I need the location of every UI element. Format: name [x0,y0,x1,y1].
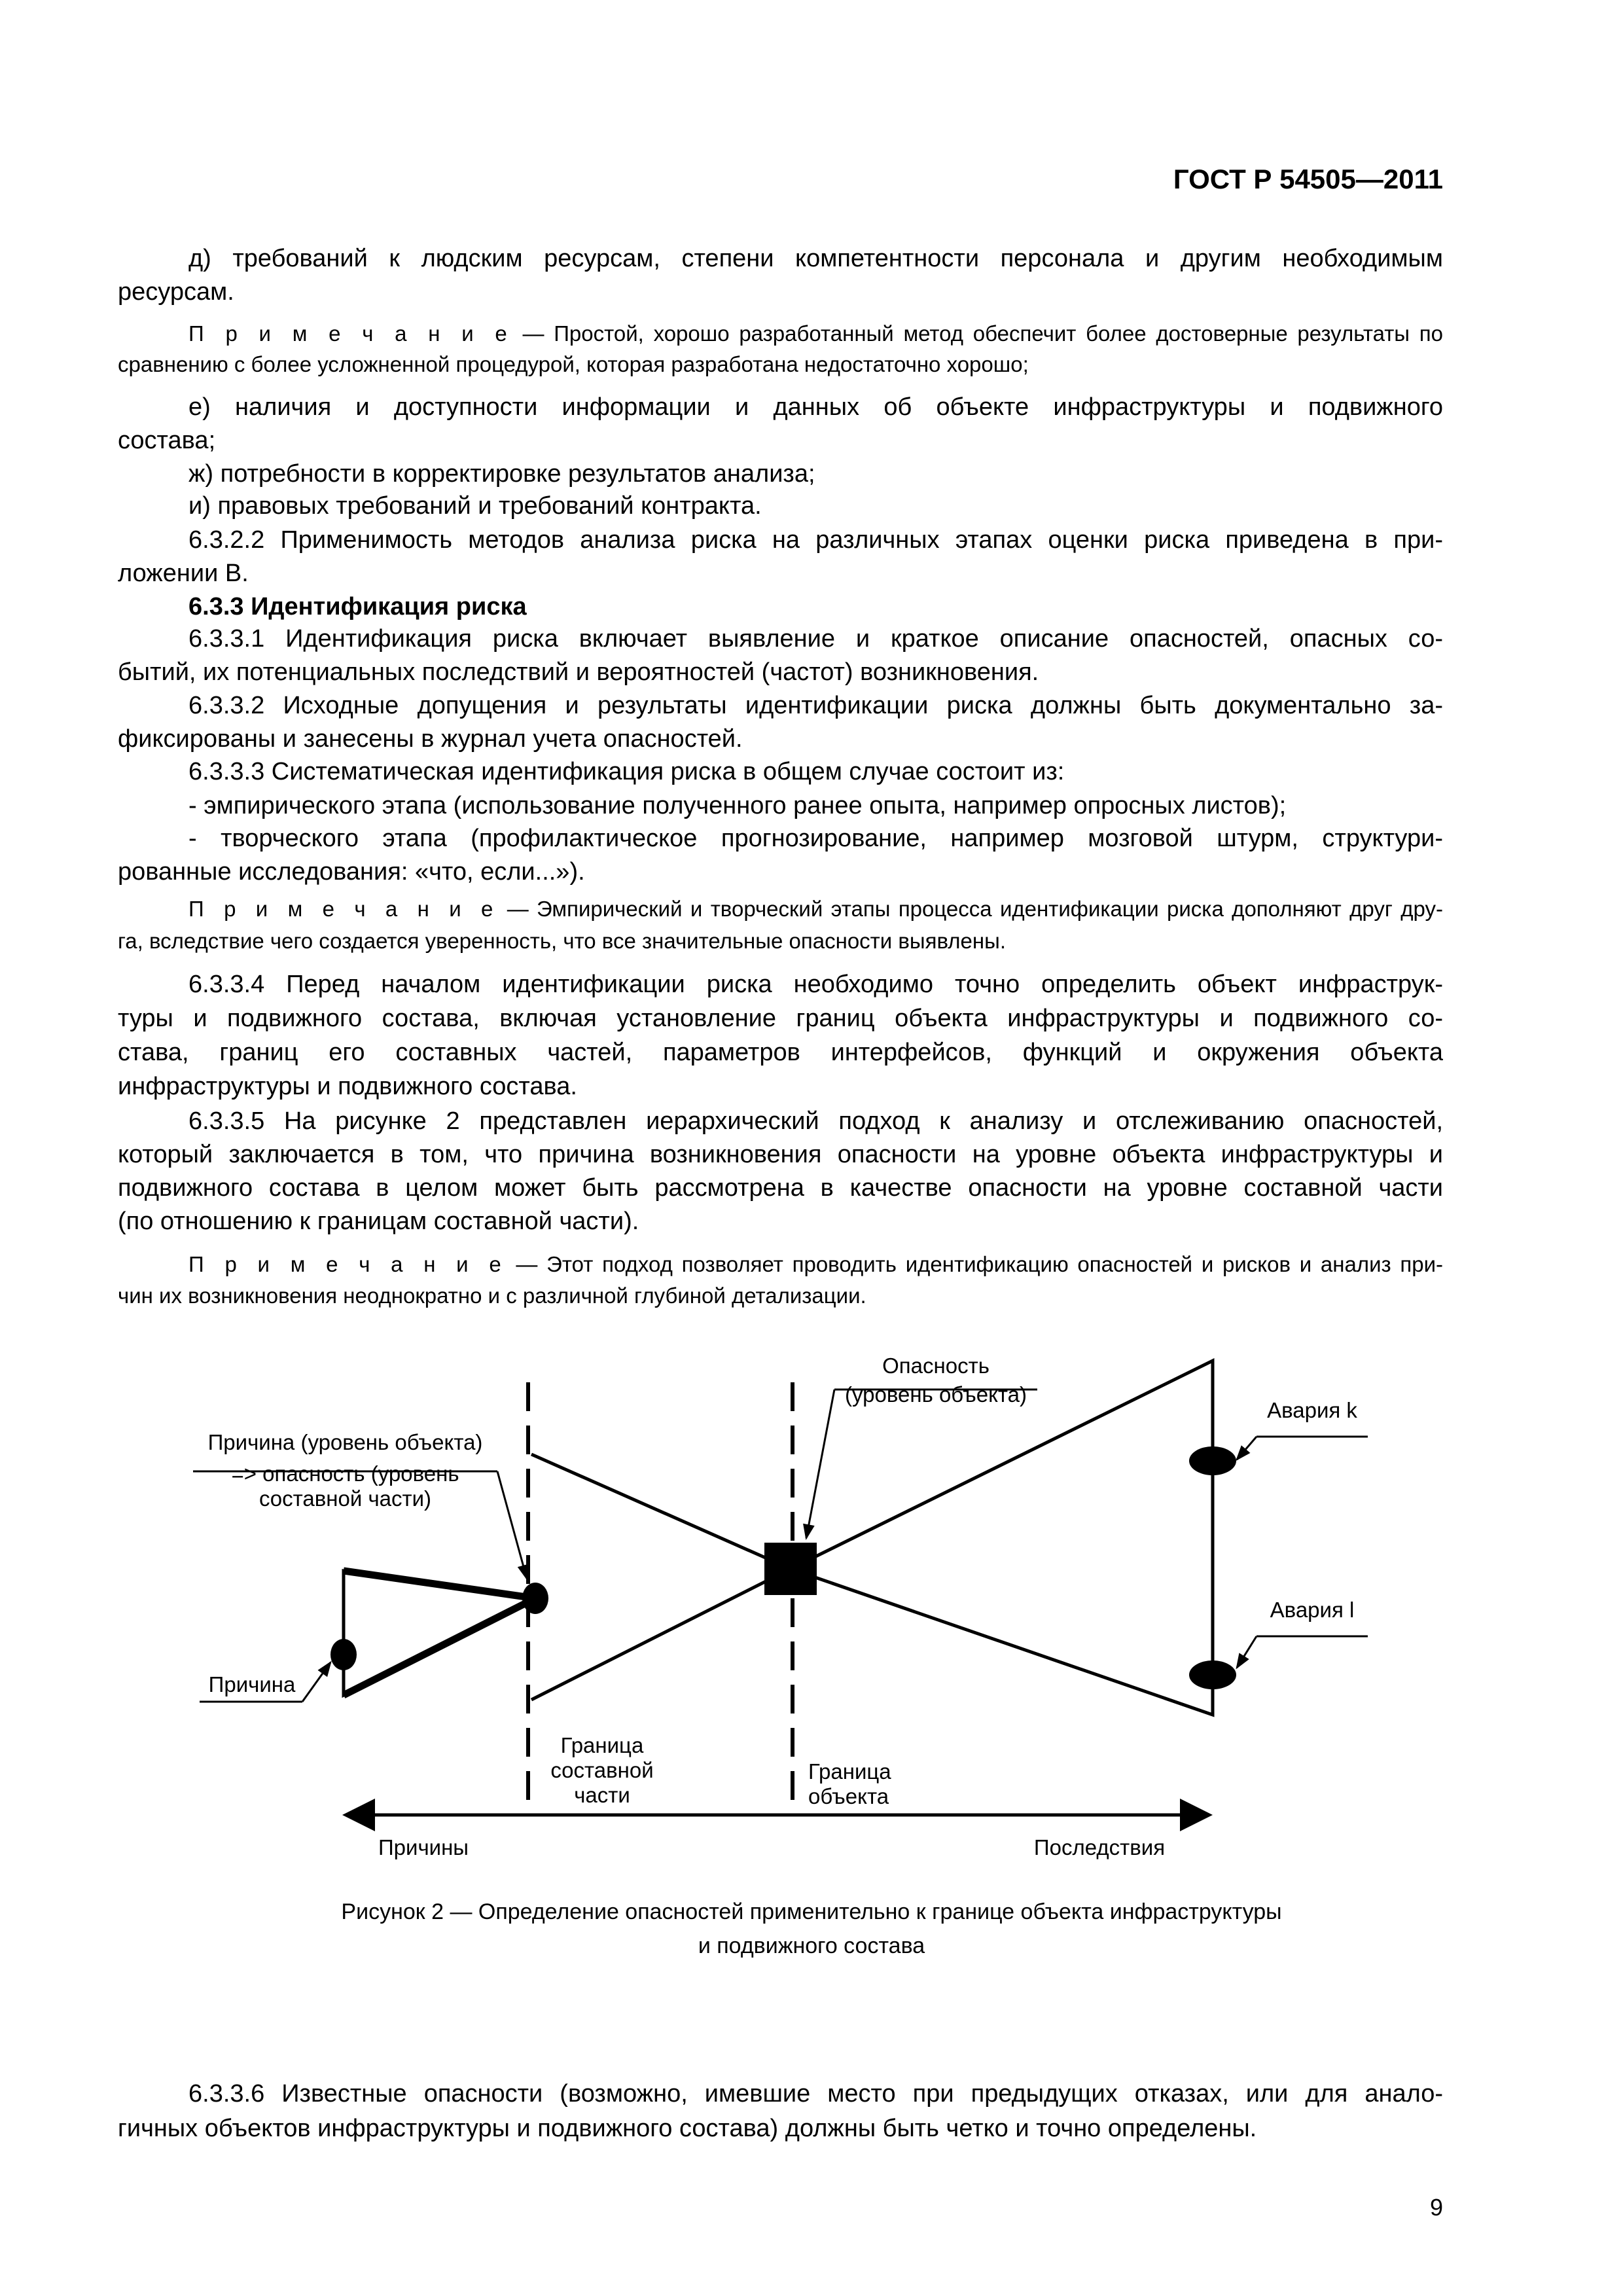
line-text: фиксированы и занесены в журнал учета опасностей. [118,725,743,753]
line-text: (по отношению к границам составной части). [118,1208,639,1235]
bowtie-right [791,1361,1213,1715]
label-line: части [574,1783,630,1807]
document-id-header: ГОСТ Р 54505—2011 [1173,164,1443,194]
label-line: составной [550,1758,654,1782]
label-line: Причина (уровень объекта) [207,1430,483,1454]
line-text: 6.3.3.4 Перед началом идентификации риска необходимо точно определить объект инфраструк- [188,971,1443,998]
line-text: состава; [118,427,216,454]
line-text: га, вследствие чего создается уверенность, что все значительные опасности выявлены. [118,929,1006,953]
line-text: и) правовых требований и требований контракта. [188,492,762,520]
line-text: 6.3.2.2 Применимость методов анализа риска на различных этапах оценки риска приведена в при- [188,526,1443,554]
label-component-boundary [537,1733,668,1808]
hazard-square [764,1543,817,1595]
line-text: бытий, их потенциальных последствий и вероятностей (частот) возникновения. [118,658,1039,686]
line-text: д) требований к людским ресурсам, степени компетентности персонала и другим необходимым [188,245,1443,272]
label-line: (уровень объекта) [845,1382,1027,1407]
line-text: — Этот подход позволяет проводить идентификацию опасностей и рисков и анализ при- [507,1252,1444,1276]
line-text: сравнению с более усложненной процедурой, которая разработана недостаточно хорошо; [118,352,1029,376]
cause-triangle-bold-edges [344,1571,535,1695]
line-text: 6.3.3.6 Известные опасности (возможно, имевшие место при предыдущих отказах, или для анало- [188,2080,1443,2108]
label-accident-k: Авария k [1267,1398,1357,1422]
bowtie-left [531,1454,791,1700]
line-text: подвижного состава в целом может быть рассмотрена в качестве опасности на уровне составной части [118,1174,1443,1202]
leader-arrow [806,1390,834,1538]
cause-dot [330,1639,357,1670]
leader-arrow [302,1662,330,1702]
line-text: е) наличия и доступности информации и данных об объекте инфраструктуры и подвижного [188,393,1443,421]
line-text: ж) потребности в корректировке результатов анализа; [188,460,815,488]
note-label: П р и м е ч а н и е [188,1252,507,1276]
label-causes: Причины [378,1835,469,1859]
line-text: - эмпирического этапа (использование полученного ранее опыта, например опросных листов); [188,792,1287,819]
note-label: П р и м е ч а н и е [188,321,513,346]
figure-caption-line: Рисунок 2 — Определение опасностей применительно к границе объекта инфраструктуры [341,1899,1282,1924]
label-line: Граница [808,1759,891,1784]
label-line: составной части) [259,1486,432,1511]
line-text: — Простой, хорошо разработанный метод обеспечит более достоверные результаты по [512,321,1443,346]
line-text: - творческого этапа (профилактическое прогнозирование, например мозговой штурм, структури- [188,825,1443,852]
line-text: 6.3.3.1 Идентификация риска включает выявление и краткое описание опасностей, опасных со- [188,625,1443,653]
label-object-boundary [808,1759,906,1809]
line-text: инфраструктуры и подвижного состава. [118,1073,577,1100]
cause-triangle [344,1571,535,1695]
note-label: П р и м е ч а н и е [188,897,499,921]
label-cause: Причина [208,1672,296,1696]
figure-caption-line: и подвижного состава [698,1933,925,1958]
component-cause-dot [522,1583,548,1614]
line-text: чин их возникновения неоднократно и с различной глубиной детализации. [118,1283,866,1308]
label-line: Граница [560,1733,644,1757]
leader-arrow [1237,1636,1257,1668]
line-text: ресурсам. [118,278,234,306]
line-text: става, границ его составных частей, параметров интерфейсов, функций и окружения объекта [118,1039,1443,1066]
leader-arrow [1237,1437,1257,1460]
line-text: — Эмпирический и творческий этапы процесса идентификации риска дополняют друг дру- [499,897,1444,921]
leader-arrow [497,1471,527,1579]
line-text: 6.3.3 Идентификация риска [188,593,527,620]
accident-l-dot [1189,1660,1236,1689]
line-text: 6.3.3.3 Систематическая идентификация риска в общем случае состоит из: [188,758,1065,785]
label-line: объекта [808,1784,889,1808]
accident-k-dot [1189,1446,1236,1475]
label-consequences: Последствия [1033,1835,1166,1859]
line-text: 6.3.3.2 Исходные допущения и результаты идентификации риска должны быть документально за- [188,692,1443,719]
label-line: Опасность [882,1354,990,1378]
label-accident-l: Авария l [1270,1598,1355,1622]
line-text: рованные исследования: «что, если...»). [118,858,585,886]
label-line: => опасность (уровень [231,1462,459,1486]
line-text: туры и подвижного состава, включая установление границ объекта инфраструктуры и подвижного со- [118,1005,1443,1032]
line-text: который заключается в том, что причина возникновения опасности на уровне объекта инфраструктуры и [118,1141,1443,1168]
line-text: гичных объектов инфраструктуры и подвижного состава) должны быть четко и точно определены. [118,2115,1257,2142]
label-hazard-object-level [834,1354,1037,1407]
line-text: 6.3.3.5 На рисунке 2 представлен иерархический подход к анализу и отслеживанию опасностей, [188,1107,1443,1135]
line-text: ложении В. [118,560,249,587]
page-number: 9 [1429,2194,1443,2221]
label-cause-object-level [193,1430,497,1511]
